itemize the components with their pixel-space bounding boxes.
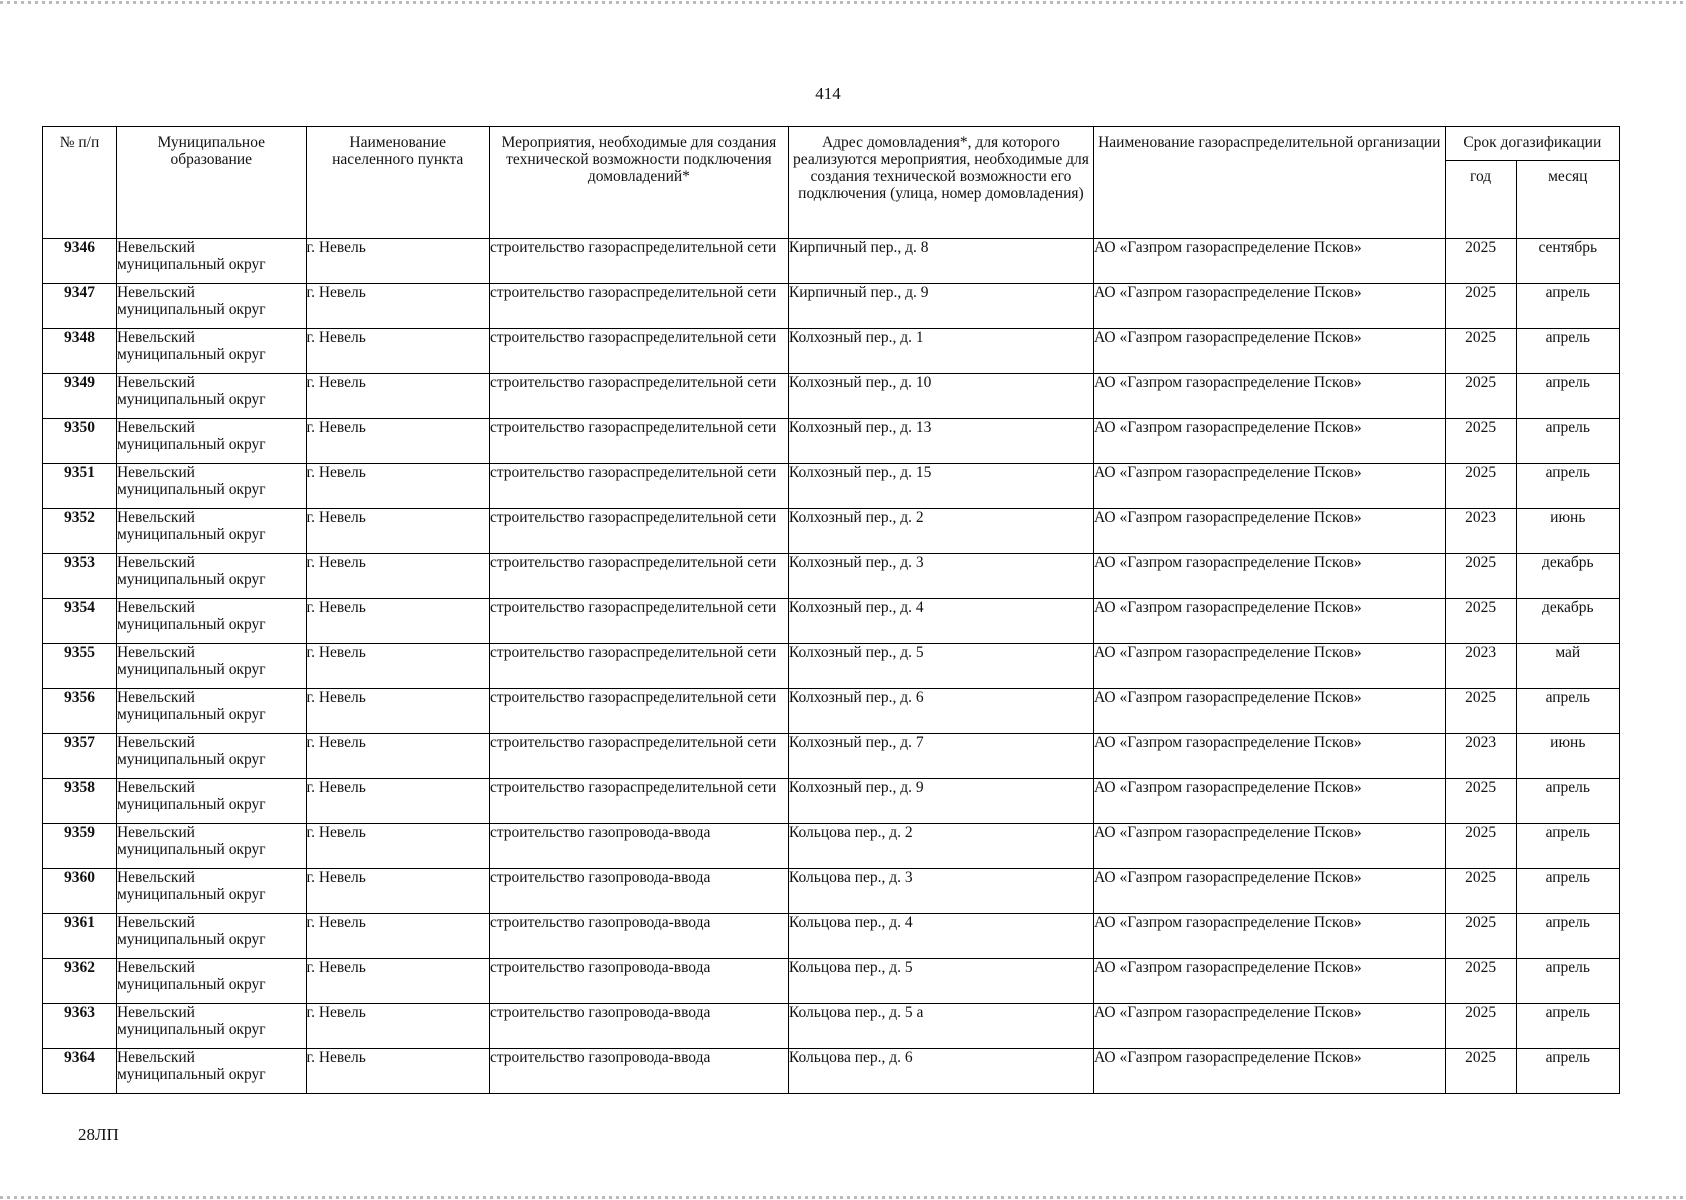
cell-num: 9347 <box>43 284 117 329</box>
cell-organization: АО «Газпром газораспределение Псков» <box>1093 1049 1445 1094</box>
cell-num: 9348 <box>43 329 117 374</box>
cell-measure: строительство газопровода-ввода <box>489 959 788 1004</box>
cell-municipality: Невельский муниципальный округ <box>116 284 306 329</box>
cell-month: апрель <box>1516 914 1619 959</box>
table-row <box>43 554 1620 599</box>
cell-municipality: Невельский муниципальный округ <box>116 239 306 284</box>
cell-municipality: Невельский муниципальный округ <box>116 599 306 644</box>
cell-organization: АО «Газпром газораспределение Псков» <box>1093 419 1445 464</box>
table-header <box>43 127 1620 239</box>
cell-month: декабрь <box>1516 554 1619 599</box>
table-row <box>43 959 1620 1004</box>
cell-settlement: г. Невель <box>306 419 489 464</box>
cell-measure: строительство газопровода-ввода <box>489 869 788 914</box>
cell-address: Колхозный пер., д. 4 <box>788 599 1093 644</box>
cell-month: декабрь <box>1516 599 1619 644</box>
header-month: месяц <box>1516 161 1619 239</box>
cell-year: 2025 <box>1445 779 1516 824</box>
cell-municipality: Невельский муниципальный округ <box>116 554 306 599</box>
cell-organization: АО «Газпром газораспределение Псков» <box>1093 644 1445 689</box>
cell-month: апрель <box>1516 329 1619 374</box>
cell-year: 2023 <box>1445 509 1516 554</box>
cell-year: 2025 <box>1445 869 1516 914</box>
table-row <box>43 914 1620 959</box>
table-row <box>43 284 1620 329</box>
cell-municipality: Невельский муниципальный округ <box>116 374 306 419</box>
cell-measure: строительство газопровода-ввода <box>489 1049 788 1094</box>
cell-month: май <box>1516 644 1619 689</box>
cell-year: 2025 <box>1445 419 1516 464</box>
cell-num: 9346 <box>43 239 117 284</box>
cell-address: Колхозный пер., д. 6 <box>788 689 1093 734</box>
cell-organization: АО «Газпром газораспределение Псков» <box>1093 554 1445 599</box>
cell-settlement: г. Невель <box>306 554 489 599</box>
table-row <box>43 779 1620 824</box>
cell-year: 2025 <box>1445 1049 1516 1094</box>
cell-measure: строительство газораспределительной сети <box>489 464 788 509</box>
cell-num: 9358 <box>43 779 117 824</box>
cell-num: 9352 <box>43 509 117 554</box>
cell-address: Кольцова пер., д. 2 <box>788 824 1093 869</box>
cell-organization: АО «Газпром газораспределение Псков» <box>1093 374 1445 419</box>
header-deadline: Срок догазификации <box>1445 127 1619 161</box>
cell-year: 2025 <box>1445 824 1516 869</box>
table-row <box>43 869 1620 914</box>
table-row <box>43 239 1620 284</box>
cell-num: 9349 <box>43 374 117 419</box>
cell-settlement: г. Невель <box>306 464 489 509</box>
table-row <box>43 734 1620 779</box>
cell-num: 9359 <box>43 824 117 869</box>
header-municipality: Муниципальное образование <box>116 127 306 239</box>
table-row <box>43 1004 1620 1049</box>
cell-month: апрель <box>1516 779 1619 824</box>
table-row <box>43 1049 1620 1094</box>
cell-organization: АО «Газпром газораспределение Псков» <box>1093 284 1445 329</box>
cell-municipality: Невельский муниципальный округ <box>116 419 306 464</box>
cell-organization: АО «Газпром газораспределение Псков» <box>1093 239 1445 284</box>
cell-address: Кирпичный пер., д. 9 <box>788 284 1093 329</box>
cell-municipality: Невельский муниципальный округ <box>116 329 306 374</box>
cell-measure: строительство газораспределительной сети <box>489 329 788 374</box>
cell-year: 2023 <box>1445 644 1516 689</box>
cell-organization: АО «Газпром газораспределение Псков» <box>1093 734 1445 779</box>
cell-organization: АО «Газпром газораспределение Псков» <box>1093 959 1445 1004</box>
cell-settlement: г. Невель <box>306 869 489 914</box>
cell-organization: АО «Газпром газораспределение Псков» <box>1093 824 1445 869</box>
cell-settlement: г. Невель <box>306 734 489 779</box>
table-row <box>43 509 1620 554</box>
cell-year: 2023 <box>1445 734 1516 779</box>
cell-settlement: г. Невель <box>306 914 489 959</box>
cell-year: 2025 <box>1445 599 1516 644</box>
cell-municipality: Невельский муниципальный округ <box>116 959 306 1004</box>
cell-settlement: г. Невель <box>306 239 489 284</box>
cell-address: Кольцова пер., д. 3 <box>788 869 1093 914</box>
cell-measure: строительство газораспределительной сети <box>489 734 788 779</box>
cell-year: 2025 <box>1445 959 1516 1004</box>
table-row <box>43 689 1620 734</box>
cell-num: 9363 <box>43 1004 117 1049</box>
header-organization: Наименование газораспределительной организации <box>1093 127 1445 239</box>
cell-municipality: Невельский муниципальный округ <box>116 869 306 914</box>
cell-year: 2025 <box>1445 329 1516 374</box>
cell-address: Колхозный пер., д. 9 <box>788 779 1093 824</box>
scan-edge-bottom <box>0 1196 1686 1199</box>
cell-measure: строительство газораспределительной сети <box>489 689 788 734</box>
cell-month: апрель <box>1516 1049 1619 1094</box>
table-row <box>43 464 1620 509</box>
scan-edge-top <box>0 1 1686 4</box>
cell-year: 2025 <box>1445 464 1516 509</box>
cell-organization: АО «Газпром газораспределение Псков» <box>1093 599 1445 644</box>
cell-organization: АО «Газпром газораспределение Псков» <box>1093 914 1445 959</box>
cell-year: 2025 <box>1445 689 1516 734</box>
cell-address: Колхозный пер., д. 15 <box>788 464 1093 509</box>
table-row <box>43 644 1620 689</box>
cell-year: 2025 <box>1445 374 1516 419</box>
cell-measure: строительство газораспределительной сети <box>489 554 788 599</box>
header-year: год <box>1445 161 1516 239</box>
cell-num: 9355 <box>43 644 117 689</box>
cell-measure: строительство газораспределительной сети <box>489 599 788 644</box>
cell-address: Кольцова пер., д. 5 <box>788 959 1093 1004</box>
cell-organization: АО «Газпром газораспределение Псков» <box>1093 779 1445 824</box>
cell-municipality: Невельский муниципальный округ <box>116 689 306 734</box>
cell-settlement: г. Невель <box>306 824 489 869</box>
cell-measure: строительство газораспределительной сети <box>489 419 788 464</box>
cell-organization: АО «Газпром газораспределение Псков» <box>1093 329 1445 374</box>
cell-month: апрель <box>1516 869 1619 914</box>
cell-municipality: Невельский муниципальный округ <box>116 464 306 509</box>
cell-num: 9356 <box>43 689 117 734</box>
cell-measure: строительство газопровода-ввода <box>489 1004 788 1049</box>
cell-num: 9362 <box>43 959 117 1004</box>
cell-month: июнь <box>1516 509 1619 554</box>
cell-measure: строительство газопровода-ввода <box>489 824 788 869</box>
cell-measure: строительство газораспределительной сети <box>489 284 788 329</box>
footer-code: 28ЛП <box>78 1125 119 1144</box>
cell-num: 9354 <box>43 599 117 644</box>
cell-settlement: г. Невель <box>306 374 489 419</box>
cell-num: 9360 <box>43 869 117 914</box>
table-row <box>43 329 1620 374</box>
table-row <box>43 824 1620 869</box>
cell-address: Колхозный пер., д. 10 <box>788 374 1093 419</box>
table-row <box>43 419 1620 464</box>
cell-month: апрель <box>1516 1004 1619 1049</box>
cell-month: апрель <box>1516 959 1619 1004</box>
cell-municipality: Невельский муниципальный округ <box>116 734 306 779</box>
cell-month: апрель <box>1516 374 1619 419</box>
cell-month: апрель <box>1516 689 1619 734</box>
cell-organization: АО «Газпром газораспределение Псков» <box>1093 689 1445 734</box>
cell-settlement: г. Невель <box>306 1049 489 1094</box>
cell-municipality: Невельский муниципальный округ <box>116 509 306 554</box>
cell-settlement: г. Невель <box>306 329 489 374</box>
header-address: Адрес домовладения*, для которого реализуются мероприятия, необходимые для создания технической возможности его подключения (улица, номер домовладения) <box>788 127 1093 239</box>
cell-address: Колхозный пер., д. 2 <box>788 509 1093 554</box>
cell-settlement: г. Невель <box>306 959 489 1004</box>
cell-address: Колхозный пер., д. 3 <box>788 554 1093 599</box>
cell-organization: АО «Газпром газораспределение Псков» <box>1093 869 1445 914</box>
cell-measure: строительство газораспределительной сети <box>489 509 788 554</box>
cell-num: 9353 <box>43 554 117 599</box>
cell-num: 9361 <box>43 914 117 959</box>
cell-settlement: г. Невель <box>306 779 489 824</box>
cell-municipality: Невельский муниципальный округ <box>116 644 306 689</box>
cell-year: 2025 <box>1445 1004 1516 1049</box>
cell-month: апрель <box>1516 464 1619 509</box>
cell-measure: строительство газораспределительной сети <box>489 239 788 284</box>
cell-year: 2025 <box>1445 554 1516 599</box>
cell-year: 2025 <box>1445 284 1516 329</box>
cell-address: Колхозный пер., д. 5 <box>788 644 1093 689</box>
cell-month: июнь <box>1516 734 1619 779</box>
cell-address: Кольцова пер., д. 5 а <box>788 1004 1093 1049</box>
cell-address: Колхозный пер., д. 13 <box>788 419 1093 464</box>
cell-measure: строительство газораспределительной сети <box>489 779 788 824</box>
cell-num: 9357 <box>43 734 117 779</box>
cell-municipality: Невельский муниципальный округ <box>116 914 306 959</box>
cell-num: 9350 <box>43 419 117 464</box>
header-measures: Мероприятия, необходимые для создания технической возможности подключения домовладений* <box>489 127 788 239</box>
cell-settlement: г. Невель <box>306 599 489 644</box>
cell-organization: АО «Газпром газораспределение Псков» <box>1093 1004 1445 1049</box>
cell-measure: строительство газораспределительной сети <box>489 644 788 689</box>
cell-measure: строительство газораспределительной сети <box>489 374 788 419</box>
cell-month: апрель <box>1516 419 1619 464</box>
header-num: № п/п <box>43 127 117 239</box>
cell-month: сентябрь <box>1516 239 1619 284</box>
cell-municipality: Невельский муниципальный округ <box>116 824 306 869</box>
page-number: 414 <box>815 84 841 103</box>
gasification-table <box>42 126 1620 1094</box>
cell-address: Колхозный пер., д. 1 <box>788 329 1093 374</box>
cell-num: 9351 <box>43 464 117 509</box>
cell-year: 2025 <box>1445 914 1516 959</box>
cell-organization: АО «Газпром газораспределение Псков» <box>1093 509 1445 554</box>
cell-month: апрель <box>1516 824 1619 869</box>
cell-address: Кольцова пер., д. 4 <box>788 914 1093 959</box>
cell-settlement: г. Невель <box>306 689 489 734</box>
cell-measure: строительство газопровода-ввода <box>489 914 788 959</box>
cell-municipality: Невельский муниципальный округ <box>116 1004 306 1049</box>
cell-municipality: Невельский муниципальный округ <box>116 779 306 824</box>
cell-address: Кирпичный пер., д. 8 <box>788 239 1093 284</box>
cell-num: 9364 <box>43 1049 117 1094</box>
cell-address: Колхозный пер., д. 7 <box>788 734 1093 779</box>
table-body <box>43 239 1620 1094</box>
cell-municipality: Невельский муниципальный округ <box>116 1049 306 1094</box>
cell-year: 2025 <box>1445 239 1516 284</box>
header-settlement: Наименование населенного пункта <box>306 127 489 239</box>
cell-settlement: г. Невель <box>306 1004 489 1049</box>
cell-address: Кольцова пер., д. 6 <box>788 1049 1093 1094</box>
table-row <box>43 374 1620 419</box>
cell-settlement: г. Невель <box>306 284 489 329</box>
cell-organization: АО «Газпром газораспределение Псков» <box>1093 464 1445 509</box>
table-row <box>43 599 1620 644</box>
cell-settlement: г. Невель <box>306 509 489 554</box>
cell-settlement: г. Невель <box>306 644 489 689</box>
cell-month: апрель <box>1516 284 1619 329</box>
